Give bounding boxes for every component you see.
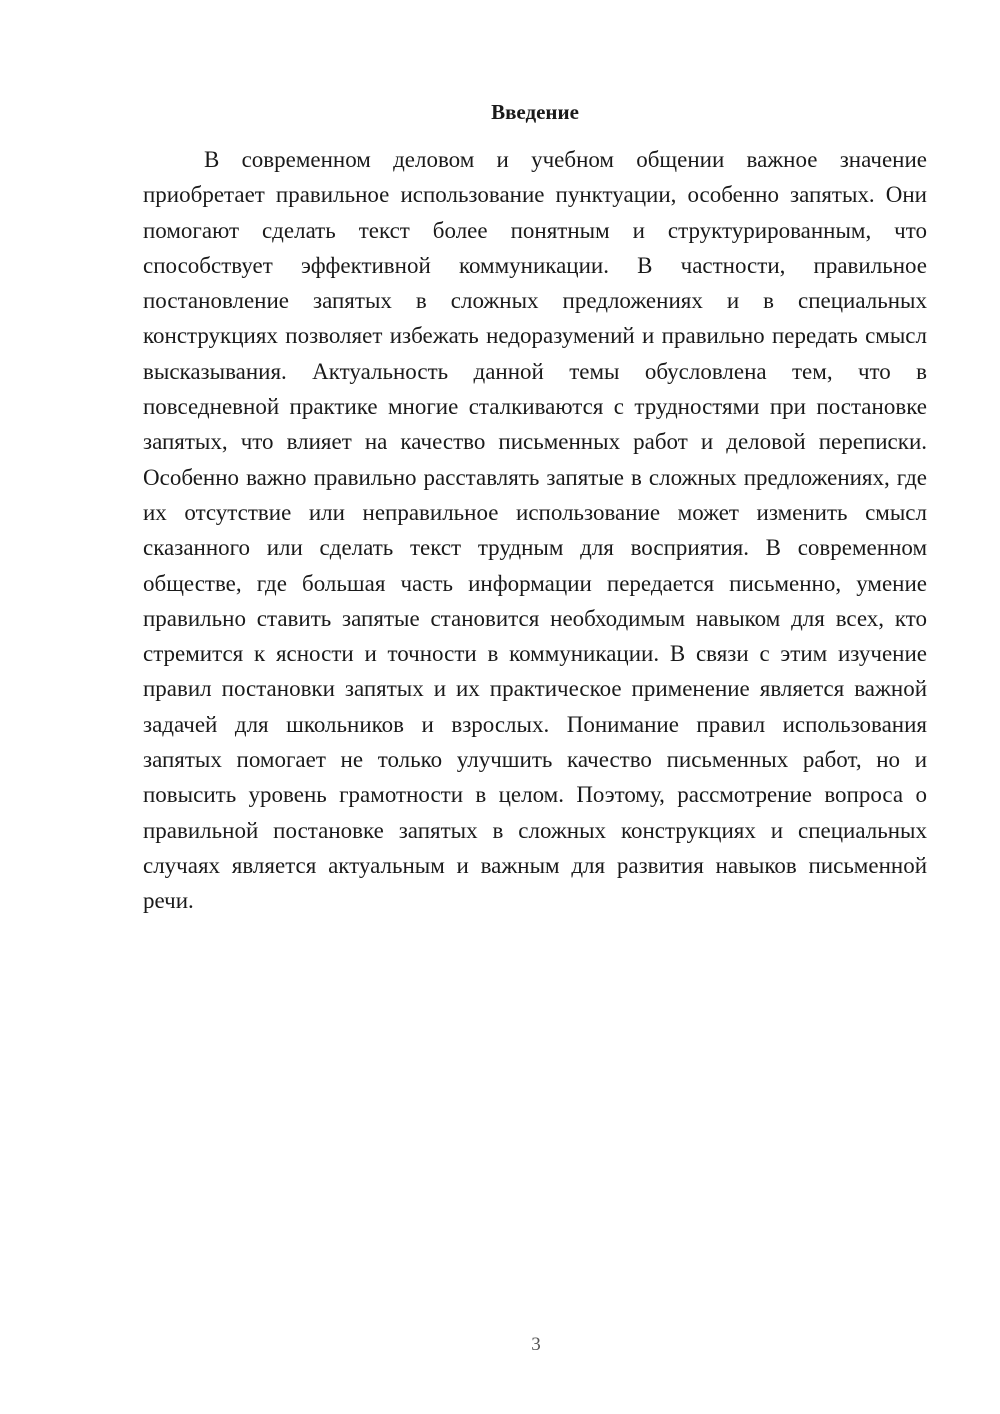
page-number: 3 xyxy=(531,1334,541,1355)
body-paragraph: В современном деловом и учебном общении важное значение приобретает правильное использование пунктуации, особенно запятых. Они помогают сделать текст более понятным и структурированным, что способствует эффективной коммуникации. В частности, правильное постановление запятых в сложных предложениях и в специальных конструкциях позволяет избежать недоразумений и правильно передать смысл высказывания. Актуальность данной темы обусловлена тем, что в повседневной практике многие сталкиваются с трудностями при постановке запятых, что влияет на качество письменных работ и деловой переписки. Особенно важно правильно расставлять запятые в сложных предложениях, где их отсутствие или неправильное использование может изменить смысл сказанного или сделать текст трудным для восприятия. В современном обществе, где большая часть информации передается письменно, умение правильно ставить запятые становится необходимым навыком для всех, кто стремится к ясности и точности в коммуникации. В связи с этим изучение правил постановки запятых и их практическое применение является важной задачей для школьников и взрослых. Понимание правил использования запятых помогает не только улучшить качество письменных работ, но и повысить уровень грамотности в целом. Поэтому, рассмотрение вопроса о правильной постановке запятых в сложных конструкциях и специальных случаях является актуальным и важным для развития навыков письменной речи. xyxy=(143,147,927,914)
section-heading: Введение xyxy=(491,100,579,124)
